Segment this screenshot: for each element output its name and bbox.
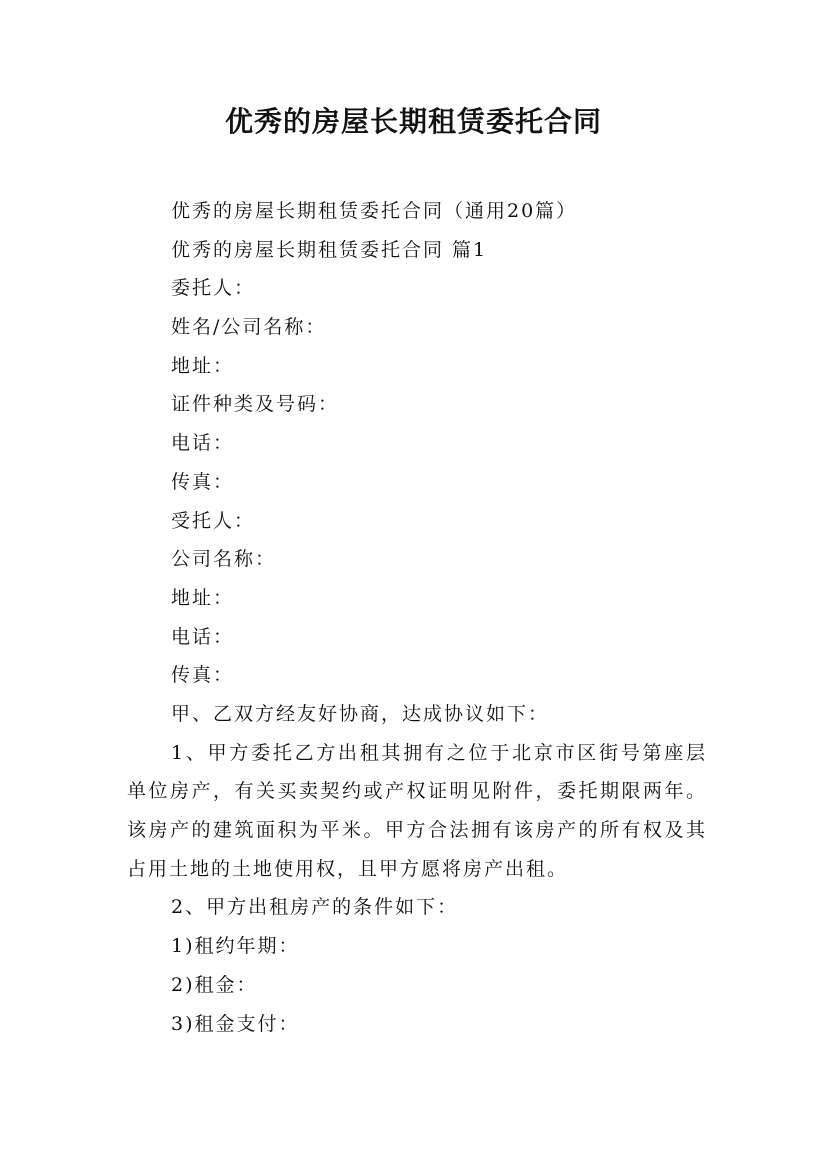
agent-label: 受托人：: [171, 509, 256, 532]
principal-address-field: 地址：: [171, 354, 235, 377]
principal-label: 委托人：: [171, 277, 256, 300]
section-heading: 优秀的房屋长期租赁委托合同 篇1: [171, 238, 488, 261]
document-title: 优秀的房屋长期租赁委托合同: [224, 105, 602, 138]
agent-company-field: 公司名称：: [171, 548, 277, 571]
principal-phone-field: 电话：: [171, 432, 235, 455]
principal-name-field: 姓名/公司名称：: [171, 316, 327, 339]
agreement-intro: 甲、乙双方经友好协商，达成协议如下：: [171, 702, 550, 725]
agent-fax-field: 传真：: [171, 664, 235, 687]
clause-1-paragraph: 1、甲方委托乙方出租其拥有之位于北京市区街号第座层单位房产，有关买卖契约或产权证明见附件，委托期限两年。该房产的建筑面积为平米。甲方合法拥有该房产的所有权及其占用土地的土地使用权，且甲方愿将房产出租。: [127, 741, 707, 880]
rent-payment-field: 3)租金支付：: [171, 1012, 300, 1035]
lease-term-field: 1)租约年期：: [171, 935, 300, 958]
agent-address-field: 地址：: [171, 586, 235, 609]
agent-phone-field: 电话：: [171, 625, 235, 648]
document-body: [127, 192, 707, 1043]
rent-field: 2)租金：: [171, 973, 258, 996]
subtitle-line: 优秀的房屋长期租赁委托合同（通用20篇）: [171, 200, 578, 222]
clause-2-heading: 2、甲方出租房产的条件如下：: [171, 896, 459, 919]
principal-id-field: 证件种类及号码：: [171, 393, 340, 416]
principal-fax-field: 传真：: [171, 470, 235, 493]
